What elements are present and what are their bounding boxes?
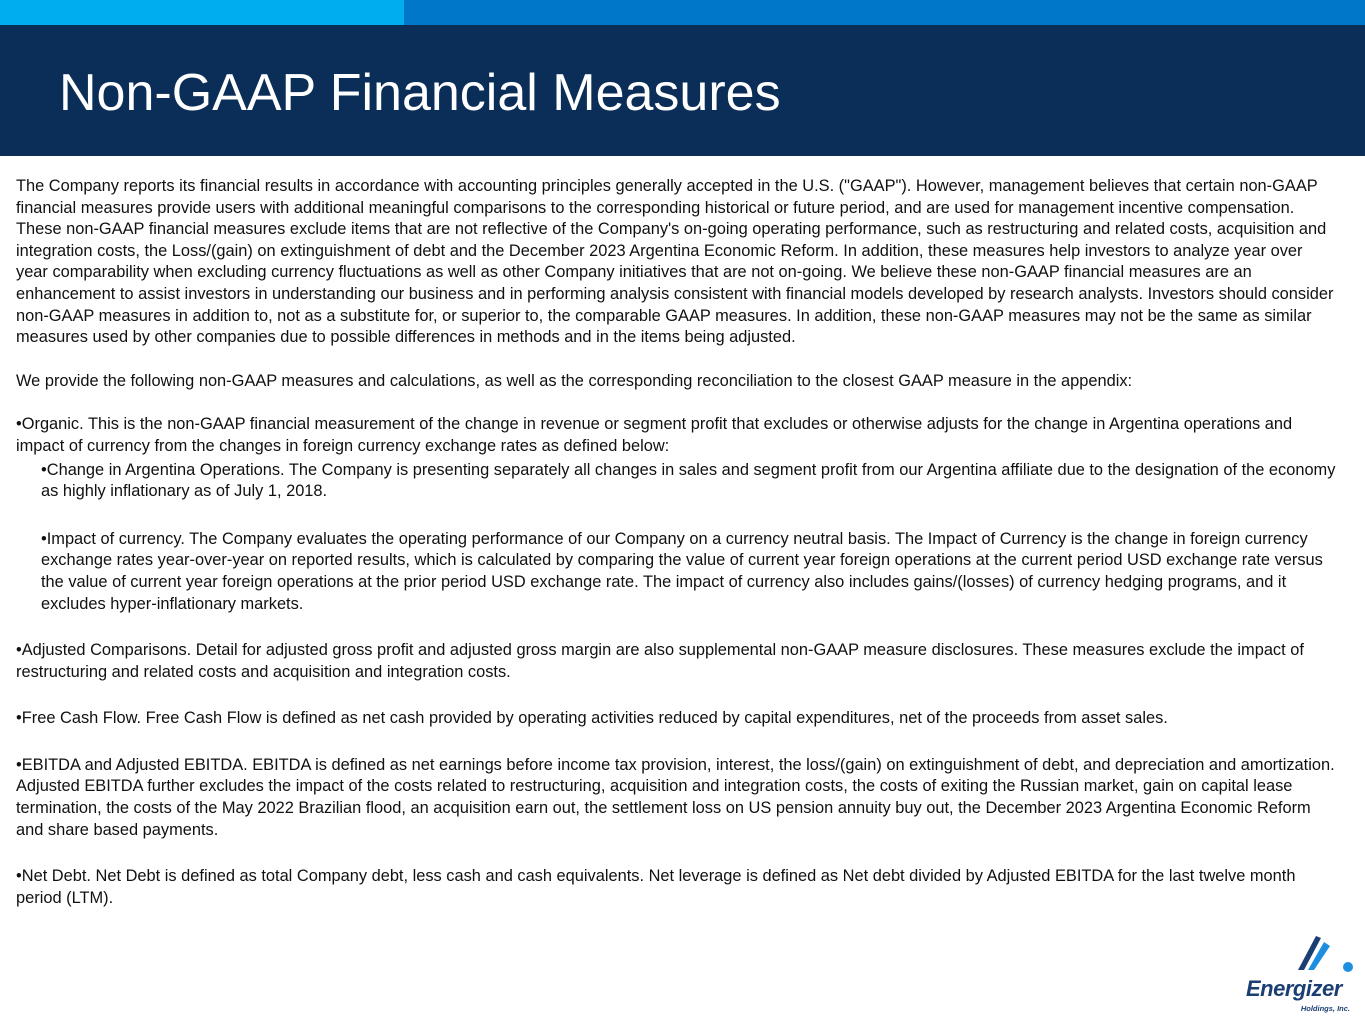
currency-paragraph: •Impact of currency. The Company evaluates the operating performance of our Company on a currency neutral basis. The Impact of Currency is the change in foreign currency exchange rates year-over-year on reported results, which is calculated by comparing the value of current year foreign operations at the current period USD exchange rate versus the value of current year foreign operations at the prior period USD exchange rate. The impact of currency also includes gains/(losses) of currency hedging programs, and it excludes hyper-inflationary markets. [41,529,1323,613]
energizer-logo [1244,932,1360,1016]
organic-paragraph: •Organic. This is the non-GAAP financial measurement of the change in revenue or segment profit that excludes or otherwise adjusts for the change in Argentina operations and impact of currency from the changes in foreign currency exchange rates as defined below: [16,415,1293,455]
page-title: Non-GAAP Financial Measures [59,64,781,122]
logo-subtext: Holdings, Inc. [1300,1004,1350,1013]
argentina-paragraph: •Change in Argentina Operations. The Company is presenting separately all changes in sales and segment profit from our Argentina affiliate due to the designation of the economy as highly inflationary as of July 1, 2018. [41,460,1336,501]
provide-paragraph: We provide the following non-GAAP measures and calculations, as well as the corresponding reconciliation to the closest GAAP measure in the appendix: [16,371,1133,390]
body-content [16,176,1336,909]
logo-wordmark: Energizer [1246,976,1342,1001]
net-debt-paragraph: •Net Debt. Net Debt is defined as total Company debt, less cash and cash equivalents. Net leverage is defined as Net debt divided by Adjusted EBITDA for the last twelve month period (LTM). [16,867,1296,907]
intro-paragraph: The Company reports its financial results in accordance with accounting principles generally accepted in the U.S. ("GAAP"). However, management believes that certain non-GAAP financial measures provide users with additional meaningful comparisons to the corresponding historical or future period, and are used for management incentive compensation. These non-GAAP financial measures exclude items that are not reflective of the Company's on-going operating performance, such as restructuring and related costs, acquisition and integration costs, the Loss/(gain) on extinguishment of debt and the December 2023 Argentina Economic Reform. In addition, these measures help investors to analyze year over year comparability when excluding currency fluctuations as well as other Company initiatives that are not on-going. We believe these non-GAAP financial measures are an enhancement to assist investors in understanding our business and in performing analysis consistent with financial models developed by research analysts. Investors should consider non-GAAP measures in addition to, not as a substitute for, or superior to, the comparable GAAP measures. In addition, these non-GAAP measures may not be the same as similar measures used by other companies due to possible differences in methods and in the items being adjusted. [16,177,1334,347]
adjusted-comparisons-paragraph: •Adjusted Comparisons. Detail for adjusted gross profit and adjusted gross margin are also supplemental non-GAAP measure disclosures. These measures exclude the impact of restructuring and related costs and acquisition and integration costs. [16,641,1304,681]
top-stripe-accent [0,0,404,25]
ebitda-paragraph: •EBITDA and Adjusted EBITDA. EBITDA is defined as net earnings before income tax provision, interest, the loss/(gain) on extinguishment of debt, and depreciation and amortization. Adjusted EBITDA further excludes the impact of the costs related to restructuring, acquisition and integration costs, the costs of exiting the Russian market, gain on capital lease termination, the costs of the May 2022 Brazilian flood, an acquisition earn out, the settlement loss on US pension annuity buy out, the December 2023 Argentina Economic Reform and share based payments. [16,755,1335,839]
bunny-ear-swoosh-icon [1244,932,1360,980]
free-cash-flow-paragraph: •Free Cash Flow. Free Cash Flow is defined as net cash provided by operating activities reduced by capital expenditures, net of the proceeds from asset sales. [16,709,1168,728]
